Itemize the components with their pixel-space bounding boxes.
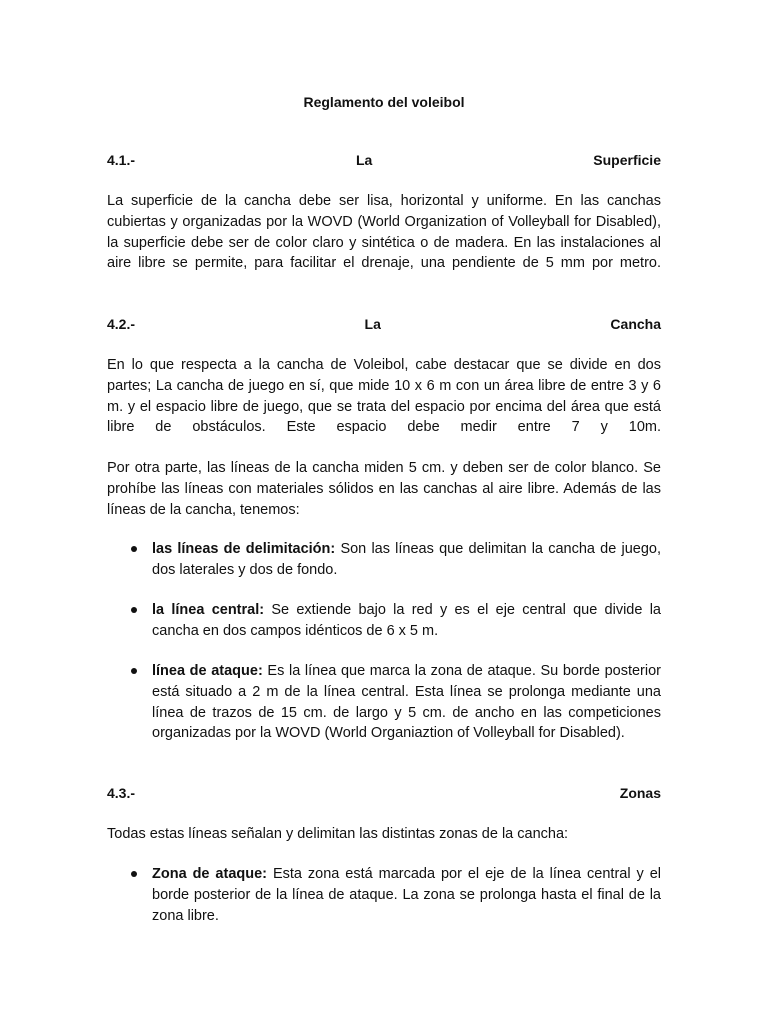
list-item-description: Es la línea que marca la zona de ataque. Su borde posterior está situado a 2 m de la línea central. Esta línea se prolonga mediante una línea de trazos de 15 cm. de largo y 5 cm. de ancho en las competiciones organizadas por la WOVD (World Organiaztion of Volleyball for Disabled). <box>152 663 661 742</box>
list-item-text <box>152 539 661 581</box>
section-name: Cancha <box>610 316 661 332</box>
section-heading-4-2 <box>107 314 661 334</box>
list-item-text <box>152 661 661 744</box>
paragraph-cancha-partes: En lo que respecta a la cancha de Voleibol, cabe destacar que se divide en dos partes; La cancha de juego en sí, que mide 10 x 6 m con un área libre de entre 3 y 6 m. y el espacio libre de juego, que se trata del espacio por encima del área que está libre de obstáculos. Este espacio debe medir entre 7 y 10m. <box>107 357 661 436</box>
list-item-text <box>152 864 661 926</box>
list-item-description: Esta zona está marcada por el eje de la línea central y el borde posterior de la línea de ataque. La zona se prolonga hasta el final de la zona libre. <box>152 866 661 924</box>
section-article: La <box>364 316 381 332</box>
section-name: Superficie <box>593 152 661 168</box>
paragraph-zonas: Todas estas líneas señalan y delimitan las distintas zonas de la cancha: <box>107 826 569 842</box>
bullet-icon <box>107 539 152 581</box>
section-number: 4.1.- <box>107 152 136 168</box>
list-item-description: Se extiende bajo la red y es el eje central que divide la cancha en dos campos idénticos de 6 x 5 m. <box>152 602 661 639</box>
paragraph-superficie: La superficie de la cancha debe ser lisa, horizontal y uniforme. En las canchas cubiertas y organizadas por la WOVD (World Organization of Volleyball for Disabled), la superficie debe ser de color claro y sintética o de madera. En las instalaciones al aire libre se permite, para facilitar el drenaje, una pendiente de 5 mm por metro. <box>107 193 661 272</box>
list-item <box>107 600 661 642</box>
list-item <box>107 864 661 926</box>
paragraph-cancha-lineas: Por otra parte, las líneas de la cancha miden 5 cm. y deben ser de color blanco. Se prohíbe las líneas con materiales sólidos en las canchas al aire libre. Además de las líneas de la cancha, tenemos: <box>107 460 661 518</box>
list-item <box>107 539 661 581</box>
section-heading-4-1 <box>107 150 661 170</box>
list-item-description: Son las líneas que delimitan la cancha de juego, dos laterales y dos de fondo. <box>152 541 662 578</box>
bullet-icon <box>107 600 152 642</box>
document-title: Reglamento del voleibol <box>303 94 465 110</box>
section-heading-4-3 <box>107 783 661 803</box>
bullet-icon <box>107 661 152 744</box>
section-number: 4.3.- <box>107 785 136 801</box>
list-item-term: las líneas de delimitación: <box>152 541 336 557</box>
section-name: Zonas <box>619 785 661 801</box>
list-item-term: Zona de ataque: <box>152 866 267 882</box>
section-number: 4.2.- <box>107 316 136 332</box>
bullet-icon <box>107 864 152 926</box>
list-item-text <box>152 600 661 642</box>
list-item-term: línea de ataque: <box>152 663 263 679</box>
list-item <box>107 661 661 744</box>
section-article: La <box>355 152 373 168</box>
list-item-term: la línea central: <box>152 602 265 618</box>
